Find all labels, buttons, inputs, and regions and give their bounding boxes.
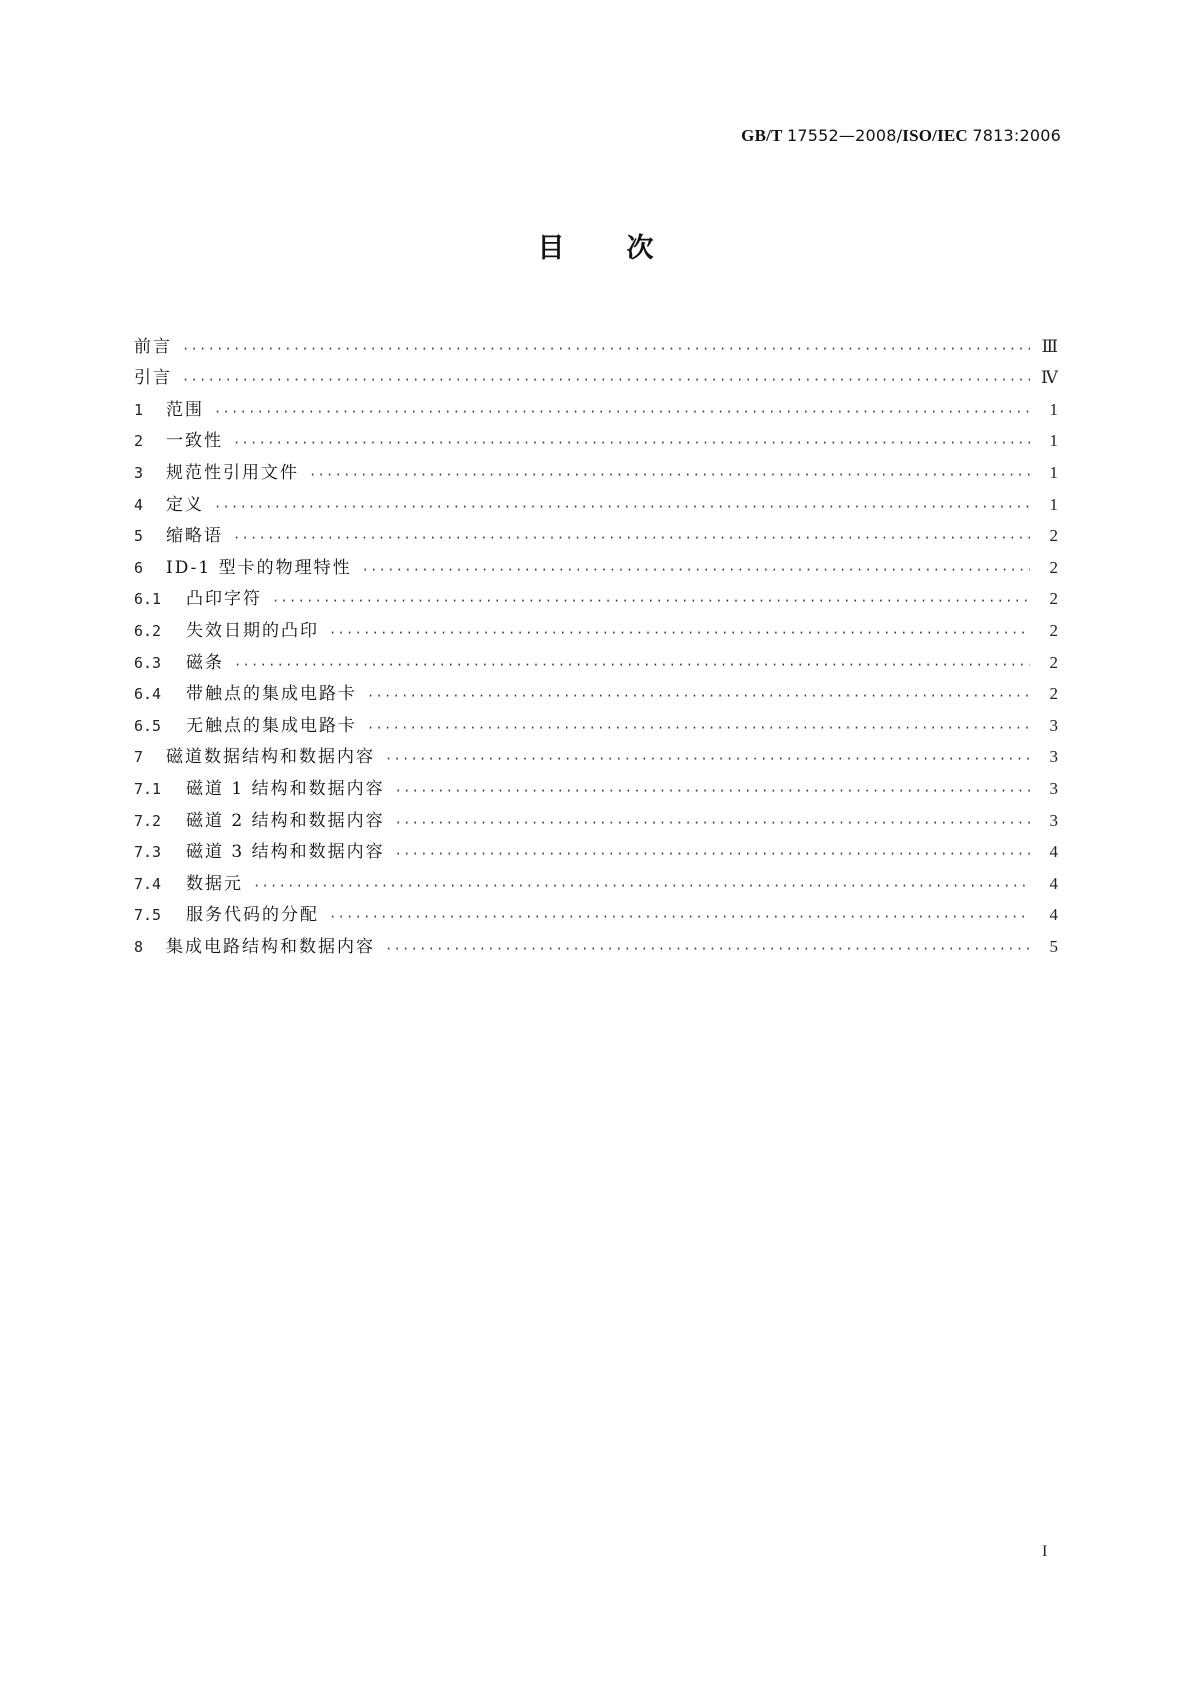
toc-entry-introduction[interactable] bbox=[134, 358, 1058, 390]
toc-entry-page: 3 bbox=[1049, 747, 1058, 767]
toc-entry-number: 6.5 bbox=[134, 716, 162, 735]
toc-entry-number: 7.3 bbox=[134, 843, 162, 862]
toc-entry-page: Ⅲ bbox=[1041, 336, 1058, 356]
toc-entry-title: 磁道数据结构和数据内容 bbox=[166, 747, 375, 768]
toc-entry-number: 7 bbox=[134, 748, 144, 767]
toc-entry-title: 引言 bbox=[134, 368, 172, 389]
toc-entry-title: 规范性引用文件 bbox=[166, 462, 299, 483]
toc-entry[interactable] bbox=[134, 421, 1058, 453]
toc-entry-page: 2 bbox=[1049, 652, 1058, 672]
toc-entry-number: 6.4 bbox=[134, 685, 162, 704]
toc-entry-title: 磁道 3 结构和数据内容 bbox=[186, 842, 385, 863]
toc-entry-title: 磁道 1 结构和数据内容 bbox=[186, 778, 385, 799]
dot-leader bbox=[233, 434, 1030, 452]
toc-entry-number: 8 bbox=[134, 937, 144, 956]
toc-entry[interactable] bbox=[134, 547, 1058, 579]
toc-entry-title: 磁道 2 结构和数据内容 bbox=[186, 810, 385, 831]
iso-number: 7813:2006 bbox=[972, 126, 1061, 145]
toc-entry-page: 2 bbox=[1049, 684, 1058, 704]
dot-leader bbox=[367, 719, 1030, 737]
dot-leader bbox=[214, 498, 1030, 516]
toc-entry-number: 7.2 bbox=[134, 811, 162, 830]
toc-entry-page: Ⅳ bbox=[1041, 368, 1058, 388]
title-char-2: 次 bbox=[626, 233, 654, 264]
toc-entry-page: 4 bbox=[1049, 873, 1058, 893]
toc-entry-page: 2 bbox=[1049, 620, 1058, 640]
dot-leader bbox=[395, 814, 1030, 832]
toc-entry[interactable] bbox=[134, 895, 1058, 927]
dot-leader bbox=[214, 403, 1030, 421]
page-number: I bbox=[1042, 1543, 1048, 1560]
toc-entry-title: 前言 bbox=[134, 336, 172, 357]
toc-entry[interactable] bbox=[134, 926, 1058, 958]
toc-entry[interactable] bbox=[134, 579, 1058, 611]
title-char-1: 目 bbox=[537, 233, 565, 264]
toc-entry-page: 4 bbox=[1049, 905, 1058, 925]
dot-leader bbox=[234, 656, 1030, 674]
toc-entry-title: 带触点的集成电路卡 bbox=[186, 684, 357, 705]
standard-code-header bbox=[741, 126, 1061, 146]
iso-prefix: ISO/IEC bbox=[902, 126, 968, 145]
dot-leader bbox=[329, 624, 1030, 642]
toc-entry[interactable] bbox=[134, 832, 1058, 864]
dot-leader bbox=[362, 561, 1030, 579]
toc-entry-number: 6.3 bbox=[134, 653, 162, 672]
toc-entry-number: 3 bbox=[134, 463, 144, 482]
toc-entry-number: 7.1 bbox=[134, 779, 162, 798]
toc-entry-title: 定义 bbox=[166, 494, 204, 515]
dot-leader bbox=[309, 466, 1030, 484]
standard-number: 17552—2008 bbox=[787, 126, 897, 145]
toc-entry-number: 6 bbox=[134, 558, 144, 577]
toc-entry-title: 失效日期的凸印 bbox=[186, 620, 319, 641]
toc-entry-foreword[interactable] bbox=[134, 326, 1058, 358]
toc-entry-title: 凸印字符 bbox=[186, 589, 262, 610]
toc-entry[interactable] bbox=[134, 452, 1058, 484]
toc-entry-number: 1 bbox=[134, 400, 144, 419]
toc-entry-title: 集成电路结构和数据内容 bbox=[166, 936, 375, 957]
dot-leader bbox=[182, 371, 1030, 389]
toc-entry-page: 3 bbox=[1049, 715, 1058, 735]
toc-entry-title: 服务代码的分配 bbox=[186, 905, 319, 926]
toc-entry-page: 2 bbox=[1049, 526, 1058, 546]
dot-leader bbox=[272, 592, 1030, 610]
table-of-contents bbox=[134, 326, 1058, 958]
toc-entry-page: 4 bbox=[1049, 842, 1058, 862]
toc-entry[interactable] bbox=[134, 642, 1058, 674]
toc-entry-number: 6.1 bbox=[134, 590, 162, 609]
toc-entry-title: ID-1 型卡的物理特性 bbox=[166, 557, 352, 578]
toc-entry-title: 无触点的集成电路卡 bbox=[186, 715, 357, 736]
toc-entry[interactable] bbox=[134, 610, 1058, 642]
code-separator: / bbox=[896, 126, 903, 145]
dot-leader bbox=[233, 529, 1030, 547]
toc-entry-page: 1 bbox=[1049, 399, 1058, 419]
toc-entry-number: 6.2 bbox=[134, 621, 162, 640]
toc-entry-number: 7.5 bbox=[134, 906, 162, 925]
dot-leader bbox=[395, 782, 1030, 800]
toc-entry[interactable] bbox=[134, 674, 1058, 706]
dot-leader bbox=[182, 340, 1030, 358]
dot-leader bbox=[329, 908, 1030, 926]
toc-entry[interactable] bbox=[134, 768, 1058, 800]
toc-entry-title: 磁条 bbox=[186, 652, 224, 673]
toc-entry-page: 1 bbox=[1049, 494, 1058, 514]
dot-leader bbox=[385, 940, 1030, 958]
toc-entry[interactable] bbox=[134, 484, 1058, 516]
toc-entry-number: 2 bbox=[134, 432, 144, 451]
toc-entry-page: 1 bbox=[1049, 462, 1058, 482]
toc-entry-number: 7.4 bbox=[134, 874, 162, 893]
toc-entry-title: 缩略语 bbox=[166, 526, 223, 547]
dot-leader bbox=[253, 877, 1030, 895]
toc-entry[interactable] bbox=[134, 516, 1058, 548]
toc-entry[interactable] bbox=[134, 863, 1058, 895]
toc-entry[interactable] bbox=[134, 737, 1058, 769]
toc-entry-number: 5 bbox=[134, 527, 144, 546]
toc-entry-page: 3 bbox=[1049, 778, 1058, 798]
toc-entry-page: 2 bbox=[1049, 589, 1058, 609]
toc-entry-title: 数据元 bbox=[186, 873, 243, 894]
toc-entry-page: 5 bbox=[1049, 936, 1058, 956]
toc-entry-page: 2 bbox=[1049, 557, 1058, 577]
toc-entry[interactable] bbox=[134, 705, 1058, 737]
toc-entry[interactable] bbox=[134, 800, 1058, 832]
toc-entry-page: 3 bbox=[1049, 810, 1058, 830]
dot-leader bbox=[385, 750, 1030, 768]
toc-entry[interactable] bbox=[134, 389, 1058, 421]
toc-entry-number: 4 bbox=[134, 495, 144, 514]
dot-leader bbox=[395, 845, 1030, 863]
page-title bbox=[0, 226, 1191, 265]
toc-entry-title: 一致性 bbox=[166, 431, 223, 452]
toc-entry-title: 范围 bbox=[166, 399, 204, 420]
dot-leader bbox=[367, 687, 1030, 705]
standard-prefix: GB/T bbox=[741, 126, 783, 145]
toc-entry-page: 1 bbox=[1049, 431, 1058, 451]
